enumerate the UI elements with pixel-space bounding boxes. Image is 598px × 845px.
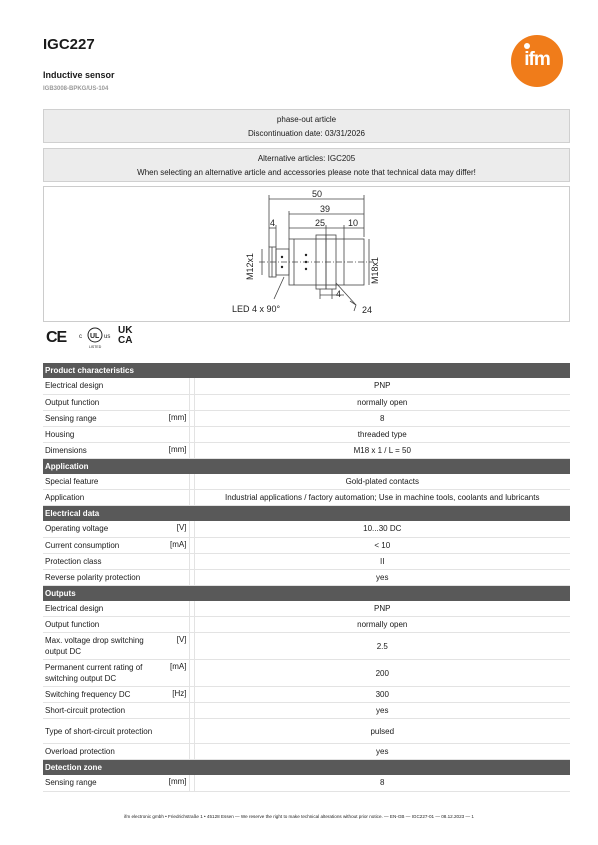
dim-overall: 50: [312, 189, 323, 199]
spec-value: Industrial applications / factory automation; Use in machine tools, coolants and lubricants: [194, 490, 570, 506]
spec-label: Reverse polarity protection: [43, 569, 161, 585]
ukca-mark-icon: [118, 326, 132, 346]
ul-us-label: us: [104, 334, 111, 340]
spec-label: Overload protection: [43, 744, 161, 760]
spec-label: Sensing range: [43, 410, 161, 426]
spec-unit: [V]: [161, 633, 189, 660]
spec-unit: [161, 569, 189, 585]
page-footer: [0, 814, 598, 819]
spec-label: Switching frequency DC: [43, 687, 161, 703]
spec-unit: [161, 617, 189, 633]
spec-label: Electrical design: [43, 378, 161, 394]
spec-unit: [V]: [161, 521, 189, 537]
spec-unit: [mm]: [161, 442, 189, 458]
spec-unit: [161, 474, 189, 490]
spec-label: Current consumption: [43, 537, 161, 553]
logo-text: ifm: [524, 49, 550, 70]
spec-label: Dimensions: [43, 442, 161, 458]
spec-label: Operating voltage: [43, 521, 161, 537]
spec-label: Permanent current rating of switching output DC: [43, 660, 161, 687]
sensor-drawing-svg: [44, 187, 571, 323]
spec-value: 300: [194, 687, 570, 703]
product-subtitle: Inductive sensor: [43, 70, 115, 80]
spec-value: pulsed: [194, 719, 570, 744]
section-header: Outputs: [43, 585, 570, 601]
spec-label: Application: [43, 490, 161, 506]
spec-table: [43, 363, 570, 792]
spec-value: PNP: [194, 378, 570, 394]
led-label: LED 4 x 90°: [232, 304, 281, 314]
notice-line: Discontinuation date: 03/31/2026: [248, 129, 365, 138]
spec-label: Protection class: [43, 553, 161, 569]
wrench-size: 24: [362, 305, 373, 315]
spec-value: PNP: [194, 601, 570, 617]
dim-nut-thickness: 4: [336, 289, 342, 299]
spec-unit: [mA]: [161, 537, 189, 553]
dim-led: 4: [270, 218, 276, 228]
spec-unit: [mA]: [161, 660, 189, 687]
spec-value: < 10: [194, 537, 570, 553]
ul-c-label: c: [79, 334, 82, 340]
ukca-line: UK: [118, 325, 133, 336]
spec-unit: [mm]: [161, 775, 189, 791]
notice-line: Alternative articles: IGC205: [257, 154, 356, 163]
spec-unit: [161, 553, 189, 569]
spec-unit: [mm]: [161, 410, 189, 426]
spec-value: 8: [194, 775, 570, 791]
dim-nut: 10: [348, 218, 359, 228]
spec-value: M18 x 1 / L = 50: [194, 442, 570, 458]
spec-label: Short-circuit protection: [43, 703, 161, 719]
spec-label: Housing: [43, 426, 161, 442]
spec-unit: [161, 703, 189, 719]
spec-label: Electrical design: [43, 601, 161, 617]
dim-thread: 39: [320, 204, 331, 214]
spec-value: threaded type: [194, 426, 570, 442]
spec-unit: [161, 490, 189, 506]
spec-value: 2.5: [194, 633, 570, 660]
spec-unit: [161, 394, 189, 410]
dimension-drawing: [43, 186, 570, 322]
spec-label: Output function: [43, 617, 161, 633]
spec-value: yes: [194, 703, 570, 719]
spec-value: yes: [194, 569, 570, 585]
spec-value: yes: [194, 744, 570, 760]
spec-unit: [161, 744, 189, 760]
section-header: Product characteristics: [43, 363, 570, 378]
thread-left-label: M12x1: [245, 252, 255, 280]
spec-value: 10...30 DC: [194, 521, 570, 537]
ukca-line: CA: [118, 335, 133, 346]
spec-unit: [161, 601, 189, 617]
spec-label: Max. voltage drop switching output DC: [43, 633, 161, 660]
ce-mark-icon: CE: [46, 329, 67, 346]
page-number: 1: [471, 814, 474, 819]
spec-label: Sensing range: [43, 775, 161, 791]
spec-value: 200: [194, 660, 570, 687]
spec-value: II: [194, 553, 570, 569]
spec-value: 8: [194, 410, 570, 426]
ifm-logo: [511, 35, 563, 87]
svg-text:UL: UL: [90, 333, 100, 340]
spec-unit: [161, 426, 189, 442]
section-header: Detection zone: [43, 760, 570, 776]
footer-text: ifm electronic gmbh • Friedrichstraße 1 • 45128 Essen — We reserve the right to make technical alterations without prior notice. — EN-GB — IGC227-01 — 08.12.2023 —: [124, 814, 471, 819]
spec-unit: [Hz]: [161, 687, 189, 703]
alternative-notice: [43, 148, 570, 182]
dim-body: 25: [315, 218, 326, 228]
product-title: IGC227: [43, 36, 95, 53]
spec-unit: [161, 719, 189, 744]
section-header: Application: [43, 458, 570, 474]
spec-label: Type of short-circuit protection: [43, 719, 161, 744]
spec-unit: [161, 378, 189, 394]
section-header: Electrical data: [43, 506, 570, 522]
notice-line: When selecting an alternative article and accessories please note that technical data may differ!: [137, 168, 476, 177]
thread-right-label: M18x1: [370, 256, 380, 284]
product-code: IGB3008-BPKG/US-104: [43, 86, 109, 92]
spec-value: normally open: [194, 394, 570, 410]
spec-label: Special feature: [43, 474, 161, 490]
spec-value: Gold-plated contacts: [194, 474, 570, 490]
phase-out-notice: [43, 109, 570, 143]
notice-line: phase-out article: [276, 115, 337, 124]
svg-text:LISTED: LISTED: [89, 345, 102, 349]
ul-listed-icon: [79, 325, 119, 349]
spec-value: normally open: [194, 617, 570, 633]
spec-label: Output function: [43, 394, 161, 410]
